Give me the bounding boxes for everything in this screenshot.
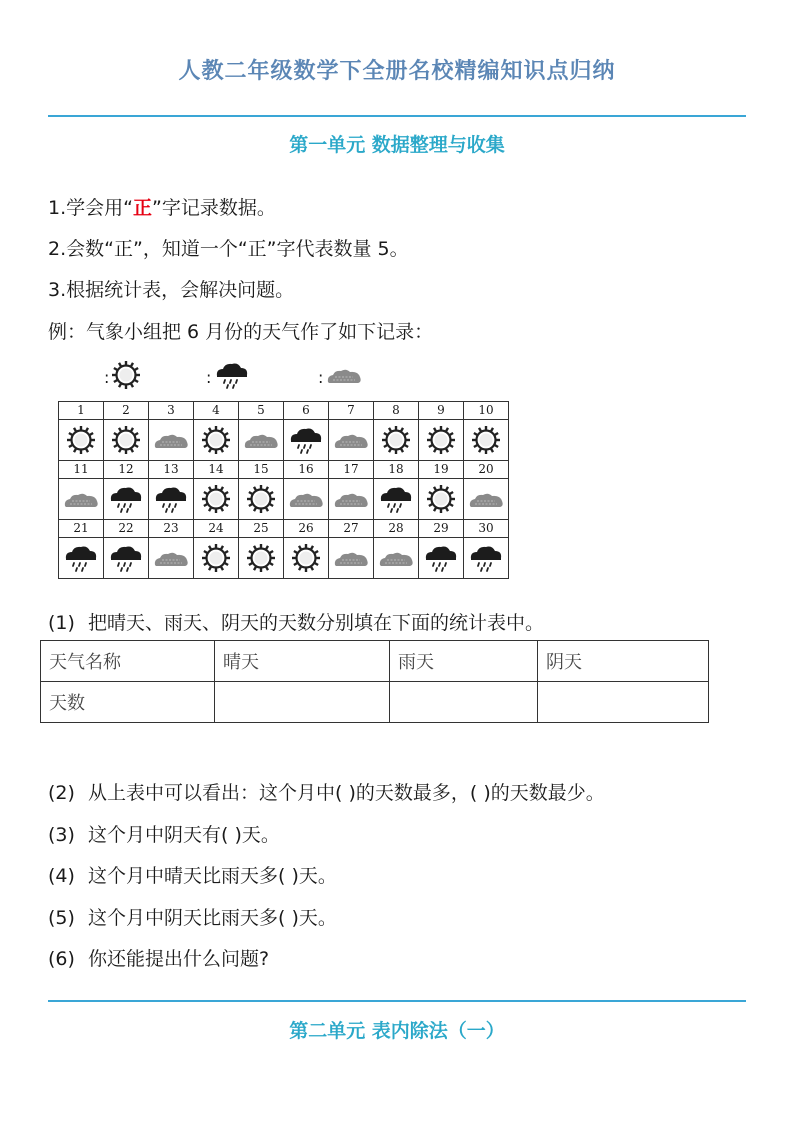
calendar-day-number: 7 [329, 402, 374, 420]
cloudy-icon [329, 479, 374, 520]
point-2: 2.会数“正”，知道一个“正”字代表数量 5。 [48, 238, 409, 260]
question-number: (3) [48, 824, 75, 846]
calendar-weather-row [59, 479, 509, 520]
point-1-prefix: 1.学会用“ [48, 197, 133, 219]
weather-figure [56, 355, 520, 583]
sunny-count-cell[interactable] [215, 682, 390, 723]
calendar-day-number: 27 [329, 520, 374, 538]
stats-header-row [41, 641, 709, 682]
sunny-icon [104, 420, 149, 461]
calendar-day-row [59, 520, 509, 538]
calendar-day-number: 30 [464, 520, 509, 538]
calendar-day-number: 25 [239, 520, 284, 538]
calendar-day-number: 15 [239, 461, 284, 479]
calendar-day-number: 2 [104, 402, 149, 420]
legend-colon: : [206, 367, 212, 387]
question-text: 你还能提出什么问题? [88, 948, 270, 970]
calendar-day-row [59, 461, 509, 479]
rainy-icon [104, 538, 149, 579]
cloudy-icon [329, 420, 374, 461]
unit2-title: 第二单元 表内除法（一） [289, 1020, 505, 1042]
calendar-day-row [59, 402, 509, 420]
weather-calendar [58, 401, 509, 579]
sunny-icon [239, 479, 284, 520]
rainy-count-cell[interactable] [390, 682, 538, 723]
calendar-day-number: 9 [419, 402, 464, 420]
question-6 [48, 944, 269, 971]
sunny-icon [284, 538, 329, 579]
legend-colon: : [104, 367, 110, 387]
rainy-icon [59, 538, 104, 579]
legend-colon: : [318, 367, 324, 387]
stats-row-label: 天数 [41, 682, 215, 723]
stats-table [40, 640, 709, 723]
calendar-day-number: 14 [194, 461, 239, 479]
rainy-icon [419, 538, 464, 579]
calendar-day-number: 17 [329, 461, 374, 479]
zheng-highlight: 正 [132, 197, 152, 219]
divider-top [48, 115, 746, 117]
question-number: (5) [48, 907, 75, 929]
calendar-day-number: 18 [374, 461, 419, 479]
cloudy-icon [149, 420, 194, 461]
calendar-day-number: 10 [464, 402, 509, 420]
rainy-icon [284, 420, 329, 461]
rainy-icon [149, 479, 194, 520]
calendar-day-number: 26 [284, 520, 329, 538]
question-5 [48, 903, 337, 930]
calendar-day-number: 11 [59, 461, 104, 479]
question-number: (1) [48, 612, 75, 634]
calendar-day-number: 20 [464, 461, 509, 479]
stats-value-row [41, 682, 709, 723]
cloudy-icon [323, 364, 363, 390]
legend-rainy [206, 363, 251, 391]
rainy-icon [374, 479, 419, 520]
legend-sunny [104, 363, 141, 391]
question-2 [48, 778, 605, 805]
calendar-weather-row [59, 420, 509, 461]
stats-header-cell: 阴天 [538, 641, 709, 682]
sunny-icon [419, 479, 464, 520]
calendar-day-number: 21 [59, 520, 104, 538]
rainy-icon [464, 538, 509, 579]
sunny-icon [464, 420, 509, 461]
question-3 [48, 820, 280, 847]
calendar-day-number: 8 [374, 402, 419, 420]
calendar-day-number: 12 [104, 461, 149, 479]
question-number: (6) [48, 948, 75, 970]
sunny-icon [59, 420, 104, 461]
divider-bottom [48, 1000, 746, 1002]
calendar-day-number: 23 [149, 520, 194, 538]
unit1-title: 第一单元 数据整理与收集 [289, 134, 505, 156]
point-1-suffix: ”字记录数据。 [152, 197, 276, 219]
calendar-day-number: 29 [419, 520, 464, 538]
question-1 [48, 608, 544, 635]
question-text: 从上表中可以看出：这个月中( )的天数最多，( )的天数最少。 [88, 782, 605, 804]
calendar-day-number: 22 [104, 520, 149, 538]
cloudy-icon [149, 538, 194, 579]
point-3: 3.根据统计表，会解决问题。 [48, 279, 295, 301]
question-number: (2) [48, 782, 75, 804]
legend-cloudy [318, 363, 363, 391]
sunny-icon [194, 479, 239, 520]
question-text: 这个月中阴天比雨天多( )天。 [88, 907, 337, 929]
point-1 [48, 193, 276, 220]
calendar-day-number: 5 [239, 402, 284, 420]
sunny-icon [109, 360, 141, 394]
question-text: 这个月中阴天有( )天。 [88, 824, 280, 846]
question-text: 这个月中晴天比雨天多( )天。 [88, 865, 337, 887]
calendar-day-number: 3 [149, 402, 194, 420]
cloudy-icon [284, 479, 329, 520]
example-text: 例：气象小组把 6 月份的天气作了如下记录： [48, 321, 434, 343]
cloudy-icon [329, 538, 374, 579]
rainy-icon [211, 360, 251, 394]
sunny-icon [194, 420, 239, 461]
question-text: 把晴天、雨天、阴天的天数分别填在下面的统计表中。 [88, 612, 545, 634]
calendar-day-number: 28 [374, 520, 419, 538]
cloudy-count-cell[interactable] [538, 682, 709, 723]
calendar-day-number: 19 [419, 461, 464, 479]
sunny-icon [419, 420, 464, 461]
calendar-day-number: 16 [284, 461, 329, 479]
sunny-icon [374, 420, 419, 461]
cloudy-icon [239, 420, 284, 461]
cloudy-icon [464, 479, 509, 520]
stats-header-cell: 天气名称 [41, 641, 215, 682]
calendar-day-number: 13 [149, 461, 194, 479]
cloudy-icon [374, 538, 419, 579]
sunny-icon [194, 538, 239, 579]
rainy-icon [104, 479, 149, 520]
cloudy-icon [59, 479, 104, 520]
stats-header-cell: 晴天 [215, 641, 390, 682]
calendar-day-number: 4 [194, 402, 239, 420]
document-title: 人教二年级数学下全册名校精编知识点归纳 [178, 59, 616, 84]
calendar-weather-row [59, 538, 509, 579]
calendar-day-number: 1 [59, 402, 104, 420]
sunny-icon [239, 538, 284, 579]
calendar-day-number: 6 [284, 402, 329, 420]
stats-header-cell: 雨天 [390, 641, 538, 682]
question-number: (4) [48, 865, 75, 887]
question-4 [48, 861, 337, 888]
calendar-day-number: 24 [194, 520, 239, 538]
